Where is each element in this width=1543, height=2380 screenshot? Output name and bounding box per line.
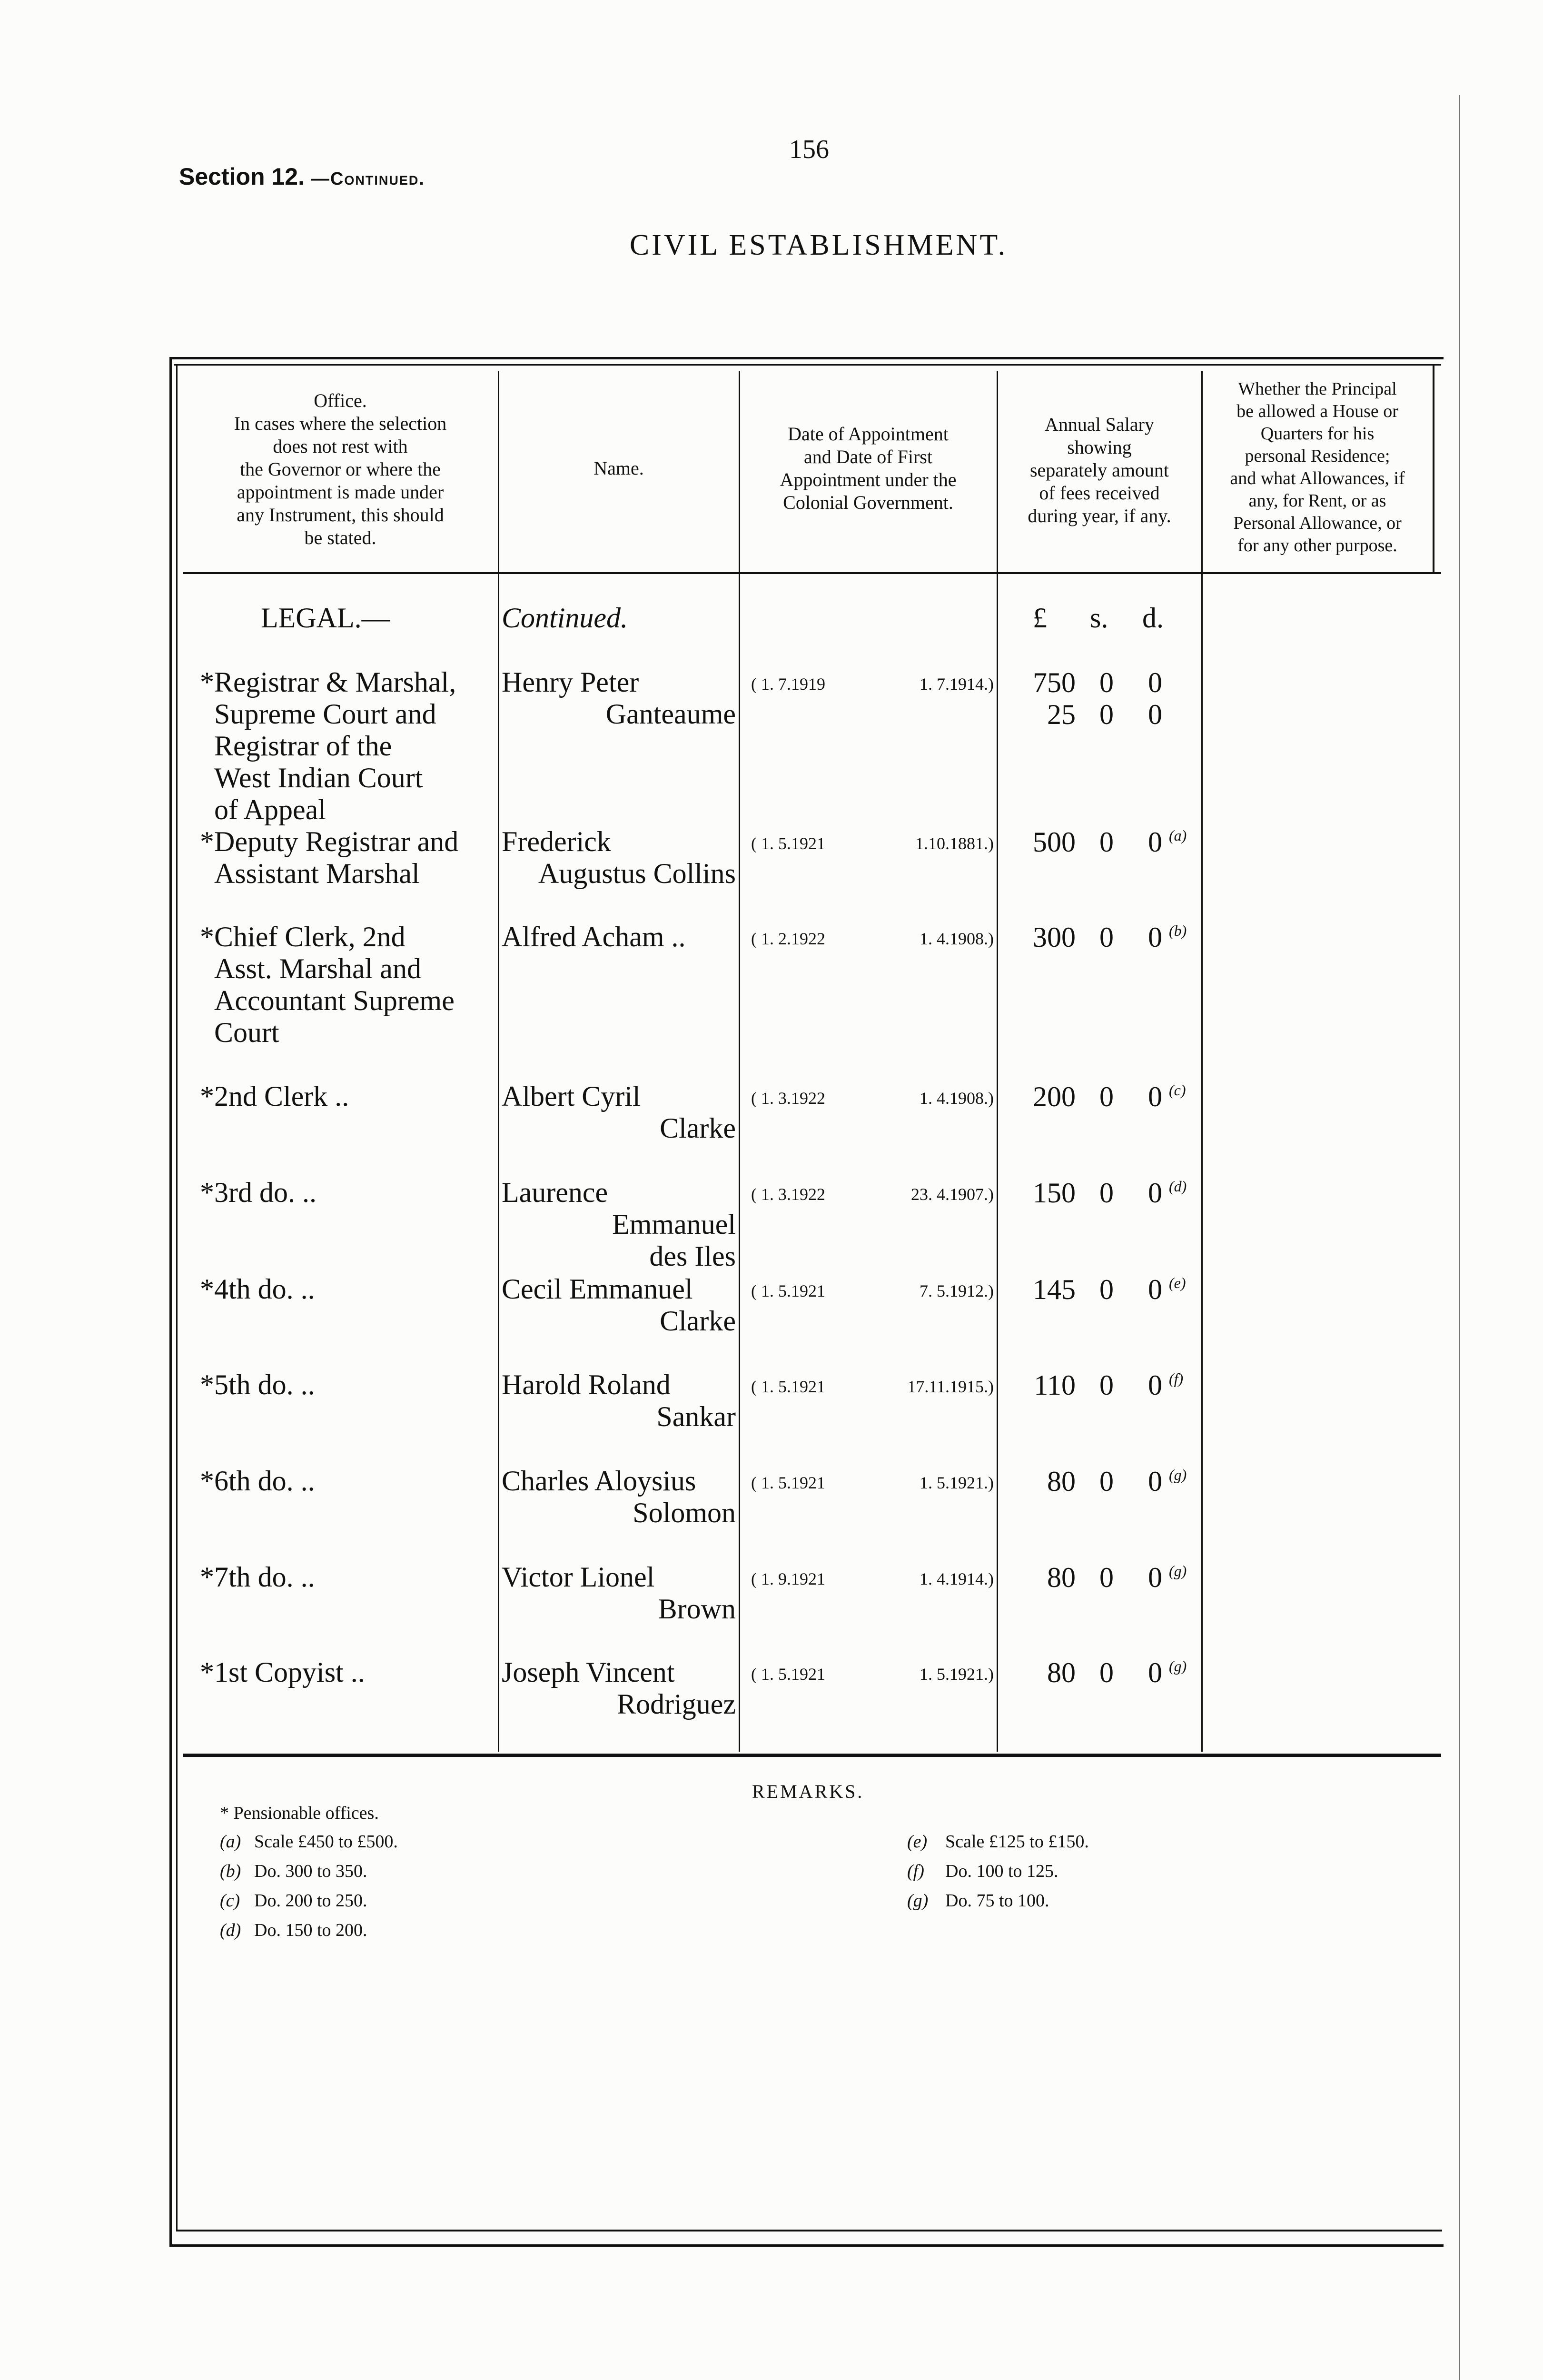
salary-note-ref: (g)	[1169, 1466, 1187, 1483]
office-text: *6th do. ..	[200, 1465, 315, 1497]
pence-heading: d.	[1142, 602, 1164, 634]
salary-pounds: 500	[1033, 826, 1076, 858]
name-text: Cecil Emmanuel	[502, 1273, 693, 1305]
salary-pence: 0	[1148, 699, 1162, 730]
office-text: *1st Copyist ..	[200, 1656, 365, 1688]
remark-key: (d)	[220, 1920, 241, 1940]
salary-note-ref: (f)	[1169, 1370, 1184, 1387]
header-office-line: appointment is made under	[237, 481, 444, 503]
office-text: *2nd Clerk ..	[200, 1081, 349, 1112]
table-bottom-rule	[183, 1754, 1441, 1757]
first-appointment-date: 1. 4.1914.)	[920, 1569, 994, 1588]
office-text: *Deputy Registrar and	[200, 826, 459, 857]
salary-note-ref: (b)	[1169, 922, 1187, 939]
salary-pence: 0	[1148, 1562, 1162, 1593]
name-text: Laurence	[502, 1177, 608, 1208]
office-text: *Chief Clerk, 2nd	[200, 921, 406, 952]
pounds-heading: £	[1033, 602, 1047, 634]
name-text: Clarke	[660, 1112, 736, 1144]
name-text: Rodriguez	[617, 1688, 736, 1720]
office-text: Assistant Marshal	[214, 858, 420, 889]
salary-pounds: 300	[1033, 922, 1076, 953]
appointment-date: ( 1. 9.1921	[751, 1569, 825, 1588]
header-office-line: any Instrument, this should	[237, 504, 444, 526]
header-salary	[999, 413, 1200, 527]
col-rule-4	[1201, 371, 1203, 1752]
remark-text: Do. 200 to 250.	[254, 1891, 367, 1911]
salary-note-ref: (g)	[1169, 1562, 1187, 1579]
salary-pounds: 25	[1047, 699, 1076, 730]
remark-item	[220, 1886, 398, 1915]
name-text: Augustus Collins	[538, 858, 736, 889]
name-text: Victor Lionel	[502, 1561, 655, 1593]
frame-inner-top	[174, 364, 1441, 366]
salary-note-ref: (a)	[1169, 827, 1187, 844]
header-salary-line: separately amount	[1029, 459, 1169, 481]
header-salary-line: Annual Salary	[1045, 414, 1154, 435]
office-text: *Registrar & Marshal,	[200, 666, 456, 698]
salary-pence: 0	[1148, 1081, 1162, 1112]
office-text: *4th do. ..	[200, 1273, 315, 1305]
header-residence-line: Personal Allowance, or	[1233, 513, 1402, 533]
header-office-line: does not rest with	[273, 436, 408, 457]
salary-shillings: 0	[1099, 1177, 1114, 1209]
office-text: Court	[214, 1017, 279, 1048]
salary-note-ref: (e)	[1169, 1274, 1186, 1291]
header-residence-line: any, for Rent, or as	[1248, 491, 1386, 511]
remark-key: (g)	[907, 1891, 929, 1911]
salary-shillings: 0	[1099, 667, 1114, 698]
remark-text: Do. 75 to 100.	[945, 1891, 1049, 1911]
col-rule-3	[997, 371, 998, 1752]
remark-text: Scale £125 to £150.	[945, 1832, 1089, 1852]
header-office	[186, 389, 495, 549]
salary-pounds: 200	[1033, 1081, 1076, 1112]
name-text: Alfred Acham ..	[502, 921, 686, 952]
section-continued: —Continued.	[311, 169, 425, 189]
salary-note-ref: (d)	[1169, 1178, 1187, 1195]
appointment-date: ( 1. 5.1921	[751, 1665, 825, 1684]
header-date-line: Colonial Government.	[783, 492, 953, 513]
salary-shillings: 0	[1099, 1657, 1114, 1688]
first-appointment-date: 17.11.1915.)	[907, 1377, 994, 1396]
page-number: 156	[789, 135, 829, 164]
remark-text: Do. 300 to 350.	[254, 1861, 367, 1881]
header-date-line: and Date of First	[804, 446, 932, 467]
remark-item	[220, 1856, 398, 1886]
page-title: CIVIL ESTABLISHMENT.	[629, 229, 1008, 261]
header-date	[741, 423, 996, 514]
header-residence-line: Whether the Principal	[1238, 379, 1397, 399]
salary-shillings: 0	[1099, 1274, 1114, 1305]
remark-item	[220, 1915, 398, 1945]
page-edge-line	[1459, 95, 1460, 2380]
header-residence-line: for any other purpose.	[1237, 536, 1397, 555]
name-text: Solomon	[633, 1497, 736, 1528]
name-text: Joseph Vincent	[502, 1656, 675, 1688]
appointment-date: ( 1. 3.1922	[751, 1089, 825, 1108]
section-heading-legal: LEGAL.—	[261, 602, 390, 634]
appointment-date: ( 1. 5.1921	[751, 1377, 825, 1396]
header-salary-line: during year, if any.	[1028, 505, 1171, 526]
remark-key: (e)	[907, 1832, 928, 1852]
header-divider	[183, 572, 1441, 574]
salary-shillings: 0	[1099, 826, 1114, 858]
salary-pence: 0	[1148, 667, 1162, 698]
pensionable-note: * Pensionable offices.	[220, 1803, 379, 1823]
header-residence-line: personal Residence;	[1245, 446, 1390, 466]
header-office-line: be stated.	[304, 527, 376, 548]
salary-shillings: 0	[1099, 1562, 1114, 1593]
header-salary-line: of fees received	[1039, 482, 1160, 504]
header-residence-line: and what Allowances, if	[1230, 468, 1405, 488]
remark-text: Scale £450 to £500.	[254, 1832, 398, 1852]
appointment-date: ( 1. 5.1921	[751, 1473, 825, 1492]
salary-shillings: 0	[1099, 1466, 1114, 1497]
salary-pence: 0	[1148, 1466, 1162, 1497]
salary-pence: 0	[1148, 826, 1162, 858]
header-salary-line: showing	[1067, 436, 1132, 458]
office-text: Asst. Marshal and	[214, 953, 421, 984]
salary-pounds: 110	[1034, 1369, 1076, 1401]
header-office-line: the Governor or where the	[239, 458, 441, 480]
first-appointment-date: 23. 4.1907.)	[911, 1185, 994, 1204]
salary-pounds: 80	[1047, 1562, 1076, 1593]
frame-right-edge	[1433, 364, 1434, 574]
salary-pence: 0	[1148, 922, 1162, 953]
remark-item	[907, 1827, 1089, 1856]
section-heading-continued: Continued.	[502, 602, 628, 634]
name-text: Frederick	[502, 826, 611, 857]
remark-key: (f)	[907, 1861, 924, 1881]
first-appointment-date: 7. 5.1912.)	[920, 1281, 994, 1300]
salary-pence: 0	[1148, 1274, 1162, 1305]
first-appointment-date: 1. 5.1921.)	[920, 1473, 994, 1492]
appointment-date: ( 1. 5.1921	[751, 1281, 825, 1300]
appointment-date: ( 1. 5.1921	[751, 834, 825, 853]
salary-note-ref: (c)	[1169, 1081, 1186, 1099]
appointment-date: ( 1. 7.1919	[751, 674, 825, 694]
header-office-line: Office.	[314, 390, 367, 411]
name-text: Emmanuel	[612, 1209, 736, 1240]
header-residence	[1203, 378, 1432, 557]
office-text: *5th do. ..	[200, 1369, 315, 1400]
col-rule-1	[498, 371, 499, 1752]
name-text: Henry Peter	[502, 666, 639, 698]
name-text: Ganteaume	[605, 698, 736, 730]
header-name: Name.	[593, 457, 644, 479]
salary-pence: 0	[1148, 1657, 1162, 1688]
salary-pounds: 80	[1047, 1657, 1076, 1688]
remark-key: (c)	[220, 1891, 240, 1911]
remarks-left	[220, 1827, 398, 1945]
frame-inner-bottom	[176, 2230, 1442, 2231]
name-text: Brown	[658, 1593, 736, 1625]
name-text: Clarke	[660, 1305, 736, 1337]
name-text: Charles Aloysius	[502, 1465, 696, 1497]
frame-inner-left	[176, 364, 178, 2230]
remark-item	[220, 1827, 398, 1856]
office-text: *7th do. ..	[200, 1561, 315, 1593]
header-date-line: Appointment under the	[780, 469, 957, 490]
section-label	[179, 163, 425, 190]
remark-text: Do. 100 to 125.	[945, 1861, 1058, 1881]
remark-text: Do. 150 to 200.	[254, 1920, 367, 1940]
first-appointment-date: 1. 5.1921.)	[920, 1665, 994, 1684]
salary-pence: 0	[1148, 1369, 1162, 1401]
header-date-line: Date of Appointment	[788, 423, 949, 445]
name-text: Harold Roland	[502, 1369, 671, 1400]
salary-pounds: 80	[1047, 1466, 1076, 1497]
appointment-date: ( 1. 2.1922	[751, 929, 825, 948]
shillings-heading: s.	[1090, 602, 1108, 634]
remarks-right	[907, 1827, 1089, 1915]
header-residence-line: Quarters for his	[1260, 424, 1375, 444]
office-text: Registrar of the	[214, 730, 392, 762]
col-rule-2	[739, 371, 740, 1752]
salary-shillings: 0	[1099, 922, 1114, 953]
salary-pounds: 145	[1033, 1274, 1076, 1305]
first-appointment-date: 1. 7.1914.)	[920, 674, 994, 694]
salary-shillings: 0	[1099, 1369, 1114, 1401]
first-appointment-date: 1. 4.1908.)	[920, 1089, 994, 1108]
salary-pounds: 750	[1033, 667, 1076, 698]
section-number: Section 12.	[179, 163, 305, 190]
remark-item	[907, 1886, 1089, 1915]
salary-shillings: 0	[1099, 1081, 1114, 1112]
name-text: des Iles	[649, 1240, 736, 1272]
first-appointment-date: 1. 4.1908.)	[920, 929, 994, 948]
remark-key: (a)	[220, 1832, 241, 1852]
salary-pence: 0	[1148, 1177, 1162, 1209]
remark-item	[907, 1856, 1089, 1886]
office-text: Accountant Supreme	[214, 985, 455, 1016]
office-text: Supreme Court and	[214, 698, 436, 730]
remark-key: (b)	[220, 1861, 241, 1881]
salary-shillings: 0	[1099, 699, 1114, 730]
office-text: of Appeal	[214, 794, 326, 825]
header-office-line: In cases where the selection	[234, 413, 447, 434]
header-residence-line: be allowed a House or	[1236, 401, 1398, 421]
salary-pounds: 150	[1033, 1177, 1076, 1209]
first-appointment-date: 1.10.1881.)	[915, 834, 994, 853]
office-text: West Indian Court	[214, 762, 423, 793]
name-text: Albert Cyril	[502, 1081, 641, 1112]
name-text: Sankar	[656, 1401, 736, 1432]
salary-note-ref: (g)	[1169, 1657, 1187, 1675]
office-text: *3rd do. ..	[200, 1177, 317, 1208]
remarks-title: REMARKS.	[752, 1781, 864, 1802]
appointment-date: ( 1. 3.1922	[751, 1185, 825, 1204]
